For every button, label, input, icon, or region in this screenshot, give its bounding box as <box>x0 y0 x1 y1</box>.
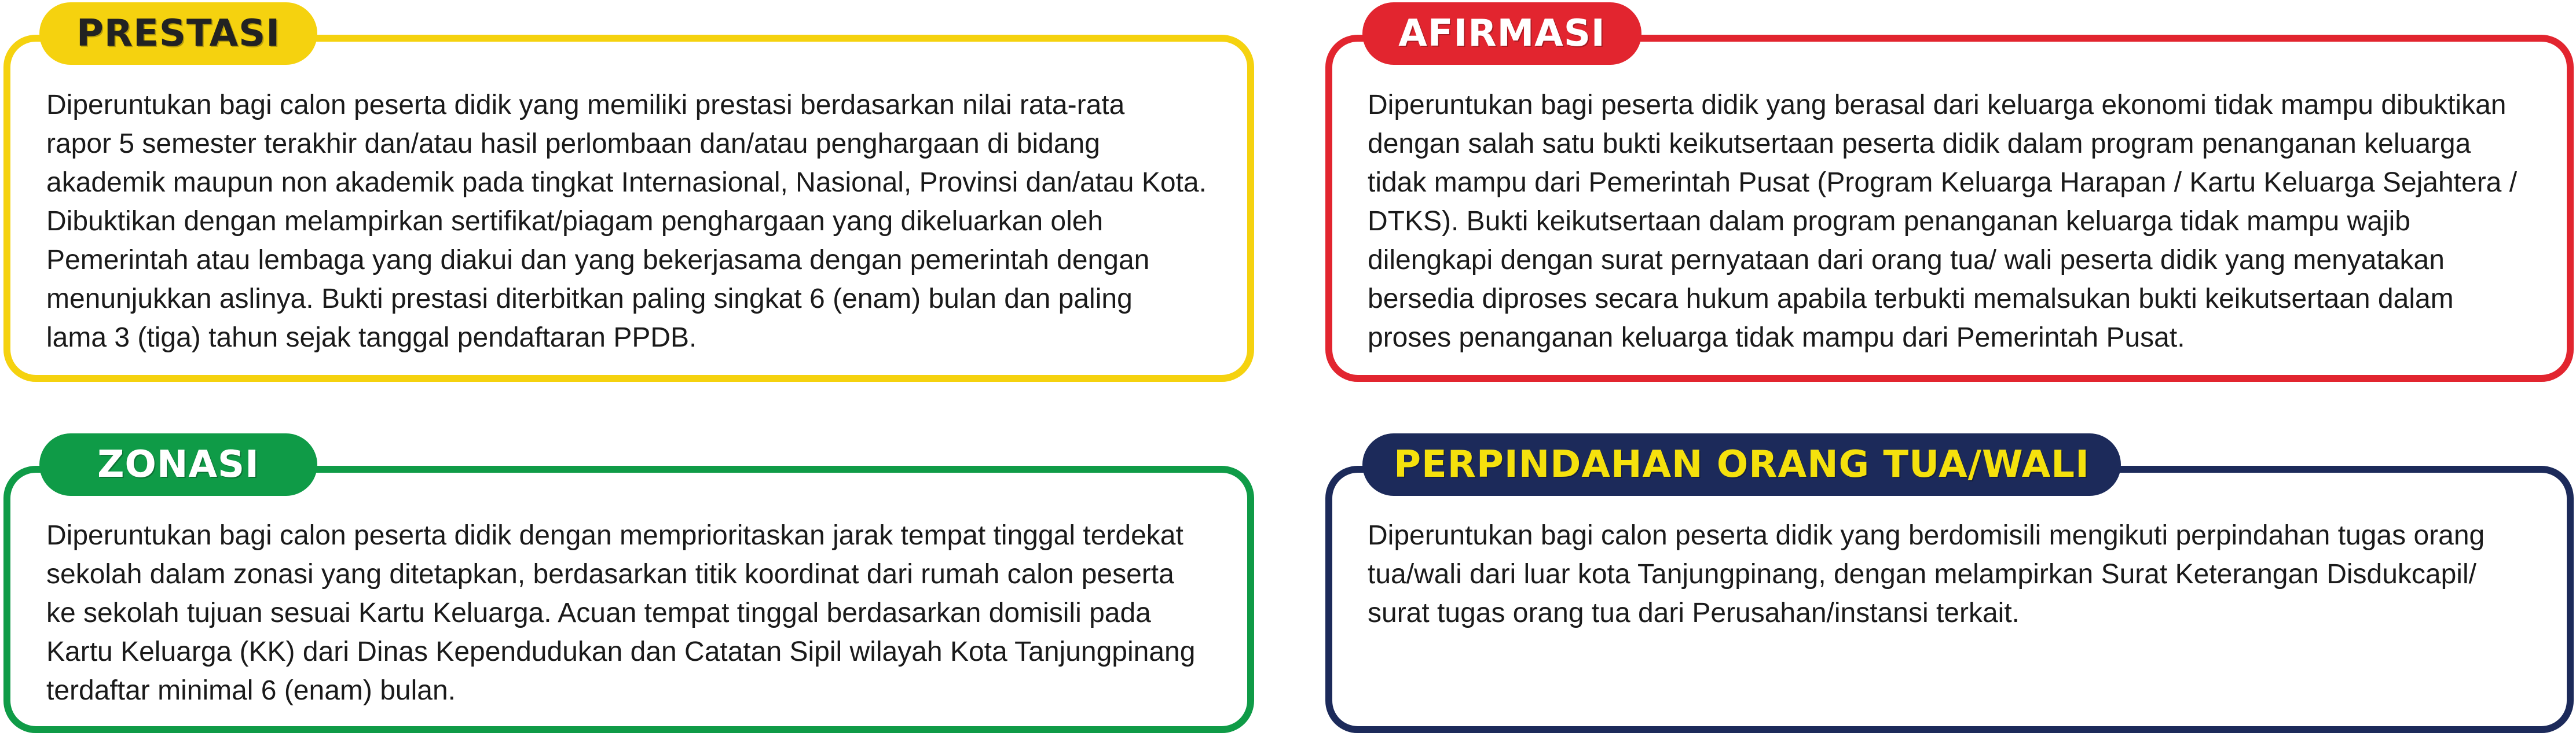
zonasi-title-badge: ZONASI <box>39 433 317 496</box>
afirmasi-title-badge: AFIRMASI <box>1362 2 1641 65</box>
prestasi-title-badge: PRESTASI <box>39 2 317 65</box>
afirmasi-description: Diperuntukan bagi peserta didik yang berasal dari keluarga ekonomi tidak mampu dibuktikan dengan salah satu bukti keikutsertaan peserta didik dalam program penanganan keluarga tidak mampu dari Pemerintah Pusat (Program Keluarga Harapan / Kartu Keluarga Sejahtera / DTKS). Bukti keikutsertaan dalam program penanganan keluarga tidak mampu wajib dilengkapi dengan surat pernyataan dari orang tua/ wali peserta didik yang menyatakan bersedia diproses secara hukum apabila terbukti memalsukan bukti keikutsertaan dalam proses penanganan keluarga tidak mampu dari Pemerintah Pusat. <box>1368 90 2518 353</box>
zonasi-description: Diperuntukan bagi calon peserta didik dengan memprioritaskan jarak tempat tinggal terdekat sekolah dalam zonasi yang ditetapkan, berdasarkan titik koordinat dari rumah calon peserta ke sekolah tujuan sesuai Kartu Keluarga. Acuan tempat tinggal berdasarkan domisili pada Kartu Keluarga (KK) dari Dinas Kependudukan dan Catatan Sipil wilayah Kota Tanjungpinang terdaftar minimal 6 (enam) bulan. <box>46 520 1196 706</box>
prestasi-description: Diperuntukan bagi calon peserta didik yang memiliki prestasi berdasarkan nilai rata-rata rapor 5 semester terakhir dan/atau hasil perlombaan dan/atau penghargaan di bidang akademik maupun non akademik pada tingkat Internasional, Nasional, Provinsi dan/atau Kota. Dibuktikan dengan melampirkan sertifikat/piagam penghargaan yang dikeluarkan oleh Pemerintah atau lembaga yang diakui dan yang bekerjasama dengan pemerintah dengan menunjukkan aslinya. Bukti prestasi diterbitkan paling singkat 6 (enam) bulan dan paling lama 3 (tiga) tahun sejak tanggal pendaftaran PPDB. <box>46 90 1207 353</box>
perpindahan-title-badge: PERPINDAHAN ORANG TUA/WALI <box>1362 433 2121 496</box>
perpindahan-description: Diperuntukan bagi calon peserta didik yang berdomisili mengikuti perpindahan tugas orang tua/wali dari luar kota Tanjungpinang, dengan melampirkan Surat Keterangan Disdukcapil/ surat tugas orang tua dari Perusahan/instansi terkait. <box>1368 520 2485 628</box>
